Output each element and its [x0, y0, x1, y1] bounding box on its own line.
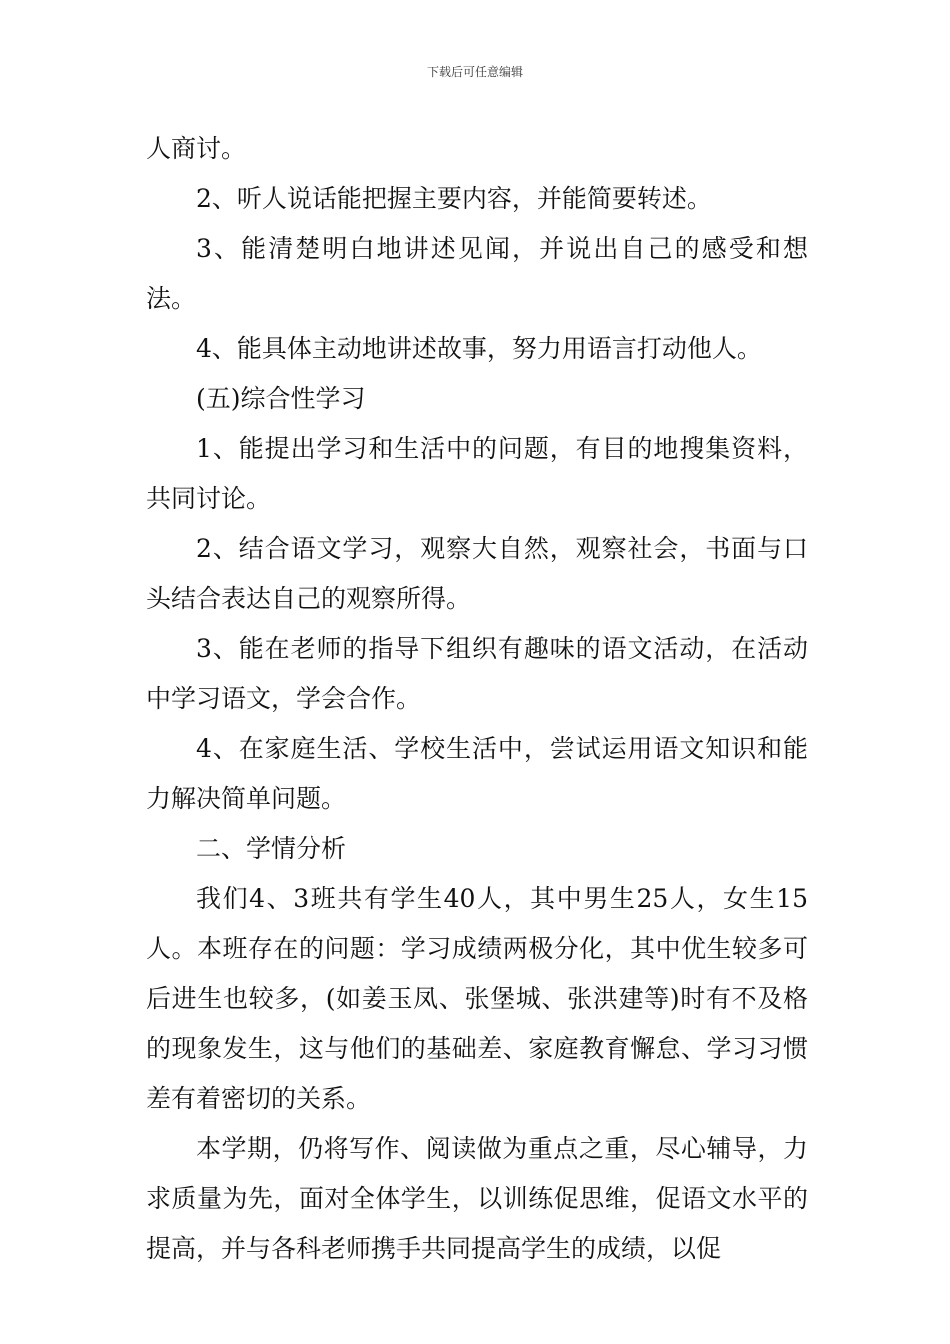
paragraph-8: 3、能在老师的指导下组织有趣味的语文活动，在活动中学习语文，学会合作。	[146, 634, 808, 713]
paragraph-1: 人商讨。	[146, 134, 247, 163]
section-heading-learning-analysis: 二、学情分析	[196, 834, 347, 863]
document-body	[146, 124, 808, 1274]
paragraph-4: 4、能具体主动地讲述故事，努力用语言打动他人。	[196, 334, 762, 363]
section-heading-comprehensive-learning: (五)综合性学习	[196, 384, 366, 413]
paragraph-7: 2、结合语文学习，观察大自然，观察社会，书面与口头结合表达自己的观察所得。	[146, 534, 808, 613]
paragraph-12: 本学期，仍将写作、阅读做为重点之重，尽心辅导，力求质量为先，面对全体学生，以训练促思维，促语文水平的提高，并与各科老师携手共同提高学生的成绩，以促	[146, 1134, 808, 1263]
page-header: 下载后可任意编辑	[426, 65, 523, 79]
paragraph-2: 2、听人说话能把握主要内容，并能简要转述。	[196, 184, 712, 213]
paragraph-3: 3、能清楚明白地讲述见闻，并说出自己的感受和想法。	[146, 234, 808, 313]
paragraph-9: 4、在家庭生活、学校生活中，尝试运用语文知识和能力解决简单问题。	[146, 734, 808, 813]
paragraph-11: 我们4、3班共有学生40人，其中男生25人，女生15人。本班存在的问题：学习成绩两极分化，其中优生较多可后进生也较多，(如姜玉凤、张堡城、张洪建等)时有不及格的现象发生，这与他们的基础差、家庭教育懈怠、学习习惯差有着密切的关系。	[146, 884, 808, 1113]
paragraph-6: 1、能提出学习和生活中的问题，有目的地搜集资料，共同讨论。	[146, 434, 808, 513]
